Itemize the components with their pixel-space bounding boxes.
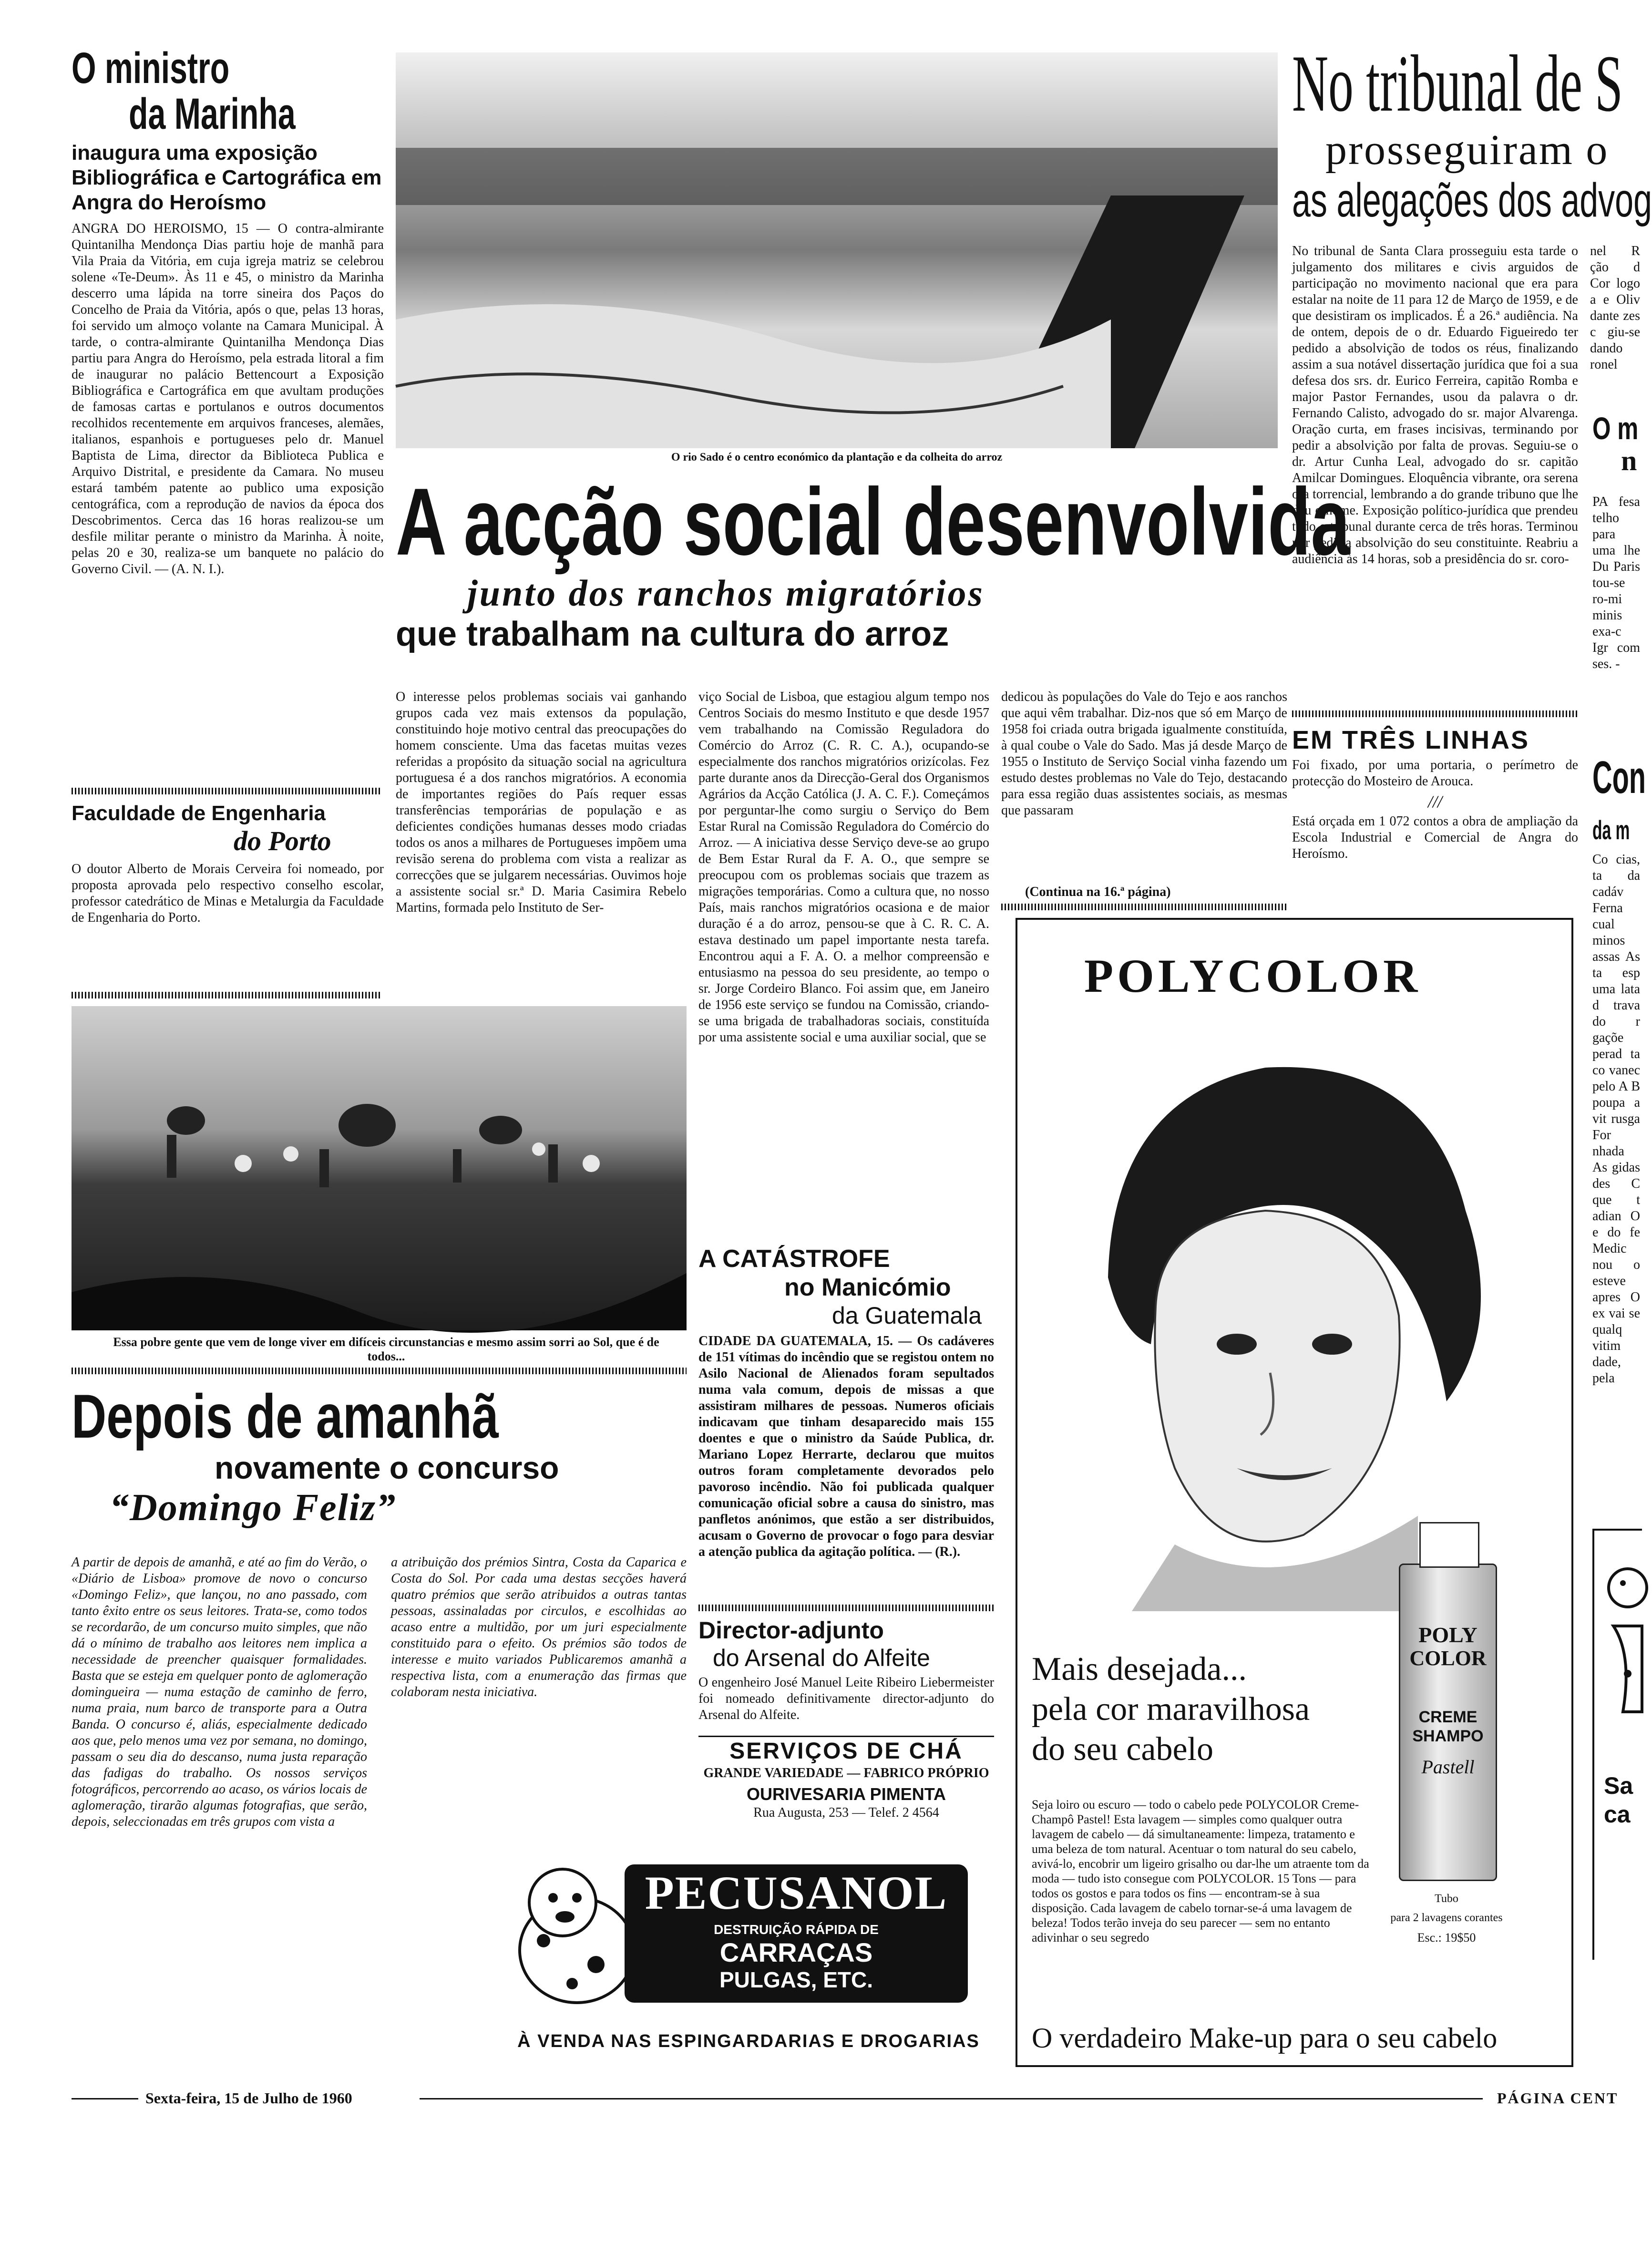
pecusanol-banner [625, 1864, 968, 2003]
polycolor-footer: O verdadeiro Make-up para o seu cabelo [1032, 2022, 1498, 2054]
dog-icon [501, 1850, 644, 2012]
tube-sub-3: Pastell [1421, 1756, 1475, 1778]
cha-ad-title: SERVIÇOS DE CHÁ [729, 1739, 963, 1764]
faculdade-title-1: Faculdade de Engenharia [72, 802, 326, 825]
right-cut-headline-3: da m [1592, 815, 1630, 845]
right-cut-headline-1: O m [1592, 411, 1639, 446]
polycolor-tagline-2: pela cor maravilhosa [1032, 1691, 1310, 1728]
cha-ad-line3: OURIVESARIA PIMENTA [746, 1784, 946, 1804]
right-cut-headline-2: Con [1592, 752, 1646, 803]
polycolor-tagline-3: do seu cabelo [1032, 1731, 1213, 1768]
rule-col1-c [72, 1368, 687, 1374]
right-cut-text-1: n [1621, 445, 1637, 476]
cha-ad-line4: Rua Augusta, 253 — Telef. 2 4564 [753, 1805, 939, 1820]
sado-river-photo [396, 52, 1278, 448]
director-title-1: Director-adjunto [698, 1617, 884, 1644]
rice-workers-photo [72, 1006, 687, 1330]
main-col-c: dedicou às populações do Vale do Tejo e aos ranchos que aqui vêm trabalhar. Diz-nos que só em Março de 1958 foi criada outra brigada igualmente constituída, à qual coube o Vale do Sado. Mas já desde Março de 1955 o Instituto de Serviço Social vinha fazendo um estudo destes problemas no Vale do Tejo, destacando para essa região duas assistentes sociais, as mesmas que passaram [1001, 689, 1287, 818]
pecusanol-tag-3: PULGAS, ETC. [719, 1967, 873, 1992]
ministro-subhead: inaugura uma exposição Bibliográfica e Cartográfica em Angra do Heroísmo [72, 141, 382, 214]
tribunal-col-b: nel R ção d Cor logo a e Oliv dante zes c giu-se dando ronel [1590, 244, 1640, 372]
cartoon-figure-icon [1594, 1531, 1642, 1769]
tube-label-2: para 2 lavagens corantes [1390, 1912, 1503, 1924]
tube-brand-2: COLOR [1409, 1646, 1487, 1670]
tube-cap [1419, 1522, 1479, 1568]
catastrofe-title-1: A CATÁSTROFE [698, 1245, 890, 1273]
polycolor-tagline-1: Mais desejada... [1032, 1651, 1247, 1687]
tribunal-headline: No tribunal de S [1292, 39, 1623, 128]
ministro-headline-1: O ministro [72, 44, 230, 93]
main-col-a: O interesse pelos problemas sociais vai ganhando grupos cada vez mais extensos da população, constituindo hoje motivo central das preocupações do homem consciente. Uma das facetas muitas vezes referidas a propósito da situação social na agricultura portuguesa é a dos ranchos migratórios. A economia de importantes regiões do País requer essas transferências temporárias de população e as deficientes condições humanas desses modo criadas todos os anos a milhares de Portugueses impõem uma revisão serena do problema com vista a realizar as correcções que se julgarem necessárias. Ouvimos hoje a assistente social sr.ª D. Maria Casimira Rebelo Martins, formada pelo Instituto de Ser- [396, 689, 687, 915]
footer-page: PÁGINA CENT [1497, 2089, 1619, 2107]
faculdade-article [72, 801, 384, 992]
director-article [698, 1616, 994, 1736]
polycolor-tube [1399, 1564, 1497, 1881]
tube-brand-1: POLY [1418, 1623, 1478, 1647]
pecusanol-ad [501, 1850, 996, 2060]
catastrofe-title-3: da Guatemala [832, 1302, 982, 1329]
rule-col1-a [72, 788, 381, 794]
faculdade-body: O doutor Alberto de Morais Cerveira foi nomeado, por proposta aprovada pelo respectivo conselho escolar, professor catedrático de Minas e Metalurgia da Faculdade de Engenharia do Porto. [72, 862, 384, 925]
right-cut-column [1592, 410, 1646, 2065]
pecusanol-tag-2: CARRAÇAS [719, 1937, 873, 1967]
faculdade-title-2: do Porto [234, 825, 331, 856]
domingo-subhead: novamente o concurso [215, 1450, 559, 1485]
right-cut-ad-text: Sa ca [1604, 1772, 1633, 1828]
catastrofe-article [698, 1245, 994, 1602]
ministro-headline-2: da Marinha [129, 90, 296, 138]
director-body: O engenheiro José Manuel Leite Ribeiro Liebermeister foi nomeado definitivamente director-adjunto do Arsenal do Alfeite. [698, 1675, 994, 1722]
rule-tribunal [1292, 710, 1578, 717]
tres-linhas-p1: Foi fixado, por uma portaria, o perímetro de protecção do Mosteiro de Arouca. [1292, 758, 1578, 789]
right-cut-body-1: PA fesa telho para uma lhe Du Paris tou-se ro-mi minis exa-c Igr com ses. - [1592, 494, 1640, 671]
polycolor-brand: POLYCOLOR [1084, 949, 1422, 1002]
pecusanol-tag-1: DESTRUIÇÃO RÁPIDA DE [714, 1922, 879, 1937]
rule-col1-b [72, 992, 381, 998]
main-headline: A acção social desenvolvida [396, 469, 1350, 575]
right-cut-body-2: Co cias, ta da cadáv Ferna cual minos assas As ta esp uma lata d trava do r gaçõe perad ta co vanec pelo A B poupa a vit rusga For nhada As gidas des C que t adian O e do fe Medic nou o esteve apres O ex vai se qualq vitim dade, pela [1592, 852, 1640, 1386]
tres-linhas [1292, 725, 1578, 906]
pecusanol-footer: À VENDA NAS ESPINGARDARIAS E DROGARIAS [517, 2031, 980, 2051]
footer-line-mid [420, 2098, 1483, 2099]
rice-workers-caption: Essa pobre gente que vem de longe viver em difíceis circunstancias e mesmo assim sorri ao Sol, que é de todos... [113, 1335, 659, 1363]
pecusanol-brand: PECUSANOL [645, 1866, 948, 1919]
tube-label-1: Tubo [1435, 1893, 1458, 1905]
main-headline-block [396, 469, 1350, 687]
domingo-headline: Depois de amanhã [72, 1381, 499, 1451]
tube-sub-2: SHAMPO [1412, 1727, 1484, 1745]
tres-linhas-title: EM TRÊS LINHAS [1292, 726, 1530, 754]
tribunal-subhead-1: prosseguiram o [1325, 126, 1609, 174]
tres-linhas-p2: Está orçada em 1 072 contos a obra de ampliação da Escola Industrial e Comercial de Angra do Heroísmo. [1292, 814, 1578, 861]
main-continua: (Continua na 16.ª página) [1025, 885, 1171, 899]
tube-sub-1: CREME [1418, 1708, 1478, 1726]
cha-ad [698, 1736, 994, 1832]
catastrofe-body: CIDADE DA GUATEMALA, 15. — Os cadáveres de 151 vítimas do incêndio que se registou ontem no Asilo Nacional de Alienados foram sepultados numa vala comum, depois de missas a que assistiram milhares de pessoas. Numeros oficiais indicavam que tinham desaparecido mais 155 doentes e que o ministro da Saúde Publica, dr. Mariano Lopez Herrarte, declarou que muitos outros foram completamente devorados pelo pavoroso incêndio. Não foi publicada qualquer comunicação oficial sobre a causa do sinistro, mas panfletos anónimos, que estão a ser distribuidos, acusam o Governo de provocar o fogo para desviar a atenção publica da agitação política. — (R.). [698, 1334, 994, 1559]
tres-linhas-sep: /// [1427, 792, 1442, 811]
domingo-col-b: a atribuição dos prémios Sintra, Costa da Caparica e Costa do Sol. Por cada uma destas secções haverá quatro prémios que serão atribuidos a outras tantas pessoas, assinaladas por circulos, e escolhidas ao acaso entre a multidão, por um juri especialmente constituido para o efeito. Os prémios são todos de interesse e muito variados Publicaremos amanhã a respectiva lista, com a enumeração das firmas que colaboram nesta iniciativa. [391, 1555, 687, 1699]
catastrofe-title-2: no Manicómio [784, 1274, 951, 1301]
main-col-b: viço Social de Lisboa, que estagiou algum tempo nos Centros Sociais do mesmo Instituto e que desde 1957 vem trabalhando na Comissão Reguladora do Comércio do Arroz (C. R. C. A.), ocupando-se especialmente dos ranchos migratórios orizícolas. Fez parte durante anos da Direcção-Geral dos Organismos Agrários da Acção Católica (J. A. C. F.). Começámos por perguntar-lhe como surgiu o Serviço do Bem Estar Rural na Comissão Reguladora do Comércio do Arroz. — A iniciativa desse Serviço deve-se ao grupo de Bem Estar Rural da F. A. O., que sempre se preocupou com os problemas sociais que trazem as migrações temporárias. Como a cultura que, no nosso País, mais ranchos migratórios ocasiona e de maior duração é a do arroz, pensou-se que à C. R. C. A. estava destinado um papel importante nesta tarefa. Encontrou aqui a F. A. O. a melhor compreensão e entusiasmo na pessoa do seu presidente, ao tempo o sr. Jorge Cordeiro Blanco. Foi assim que, em Janeiro de 1956 este serviço se fundou na Comissão, criando-se uma brigada de trabalhadoras sociais, constituída por uma assistente social e uma auxiliar social, que se [698, 689, 989, 1045]
right-cut-ad [1592, 1529, 1642, 1960]
rule-main-c [1001, 904, 1287, 910]
polycolor-body: Seja loiro ou escuro — todo o cabelo pede POLYCOLOR Creme-Champô Pastel! Esta lavagem — simples como qualquer outra lavagem de cabelo — dá simultaneamente: limpeza, tratamento e uma beleza de tom natural. Acentuar o tom natural do seu cabelo, avivá-lo, encobrir um ligeiro grisalho ou dar-lhe um atraente tom da moda — tudo isto consegue com POLYCOLOR. 15 Tons — para todos os gostos e para todos os fins — encontram-se à sua disposição. Cada lavagem de cabelo tornar-se-á uma lavagem de beleza! Todos terão inveja do seu parecer — sem no entanto adivinhar o seu segredo [1032, 1798, 1369, 1945]
domingo-col-a: A partir de depois de amanhã, e até ao fim do Verão, o «Diário de Lisboa» promove de novo o concurso «Domingo Feliz», que lançou, no ano passado, com tanto êxito entre os seus leitores. Trata-se, como todos se recordarão, de um concurso muito simples, que não dá o mínimo de trabalho aos leitores nem implica a necessidade de preencher quaisquer formalidades. Basta que se esteja em quelquer ponto de aglomeração domingueira — numa estação de caminho de ferro, numa praia, num barco de transporte para a Outra Banda. O concurso é, aliás, especialmente dedicado aos que, pelo menos uma vez por semana, no domingo, passam o seu dia do descanso, numa justa reparação das fadigas do trabalho. Os nossos serviços fotográficos, percorrendo ao acaso, os vários locais de aglomeração, tirarão algumas fotografias, que serão, depois, seleccionadas em três grupos com vista a [72, 1555, 367, 1829]
footer-line-left [72, 2098, 138, 2099]
ministro-article [72, 45, 384, 870]
ministro-body: ANGRA DO HEROISMO, 15 — O contra-almirante Quintanilha Mendonça Dias partiu hoje de manhã para Vila Praia da Vitória, em cuja igreja matriz se celebrou solene «Te-Deum». Às 11 e 45, o ministro da Marinha descerro uma lápida na torre sineira dos Paços do Concelho de Praia da Vitória, após o que, pelas 13 horas, foi servido um almoço volante na Camara Municipal. À tarde, o contra-almirante Quintanilha Mendonça Dias partiu para Angra do Heroísmo, pela estrada litoral a fim de inaugurar no palácio Bettencourt a Exposição Bibliográfica e Cartográfica em que avultam produções de famosas cartas e portulanos e outros documentos recolhidos recentemente em arquivos franceses, alemães, italianos, espanhois e portugueses pelo dr. Manuel Baptista de Lima, director da Biblioteca Publica e Arquivo Distrital, e presidente da Camara. No museu estará também patente ao publico uma exposição centográfica, com a reprodução de navios da época dos Descobrimentos. Cerca das 16 horas realizou-se um desfile militar perante o ministro da Marinha. À noite, pelas 20 e 30, realiza-se um banquete no palácio do Governo Civil. — (A. N. I.). [72, 221, 384, 576]
rule-catastrofe [698, 1605, 994, 1611]
footer-date: Sexta-feira, 15 de Julho de 1960 [145, 2089, 352, 2107]
domingo-title: “Domingo Feliz” [110, 1487, 397, 1529]
cha-ad-line2: GRANDE VARIEDADE — FABRICO PRÓPRIO [703, 1766, 989, 1780]
tribunal-subhead-2: as alegações dos advog [1292, 174, 1652, 227]
main-subhead-2: que trabalham na cultura do arroz [396, 615, 949, 653]
tribunal-col-a: No tribunal de Santa Clara prosseguiu esta tarde o julgamento dos militares e civis arguidos de participação no movimento nacional que era para estalar na noite de 11 para 12 de Março de 1959, e de que desistiram os implicados. É a 26.ª audiência. Na de ontem, depois de o dr. Eduardo Figueiredo ter pedido a absolvição de todos os réus, finalizando assim a sua notável dissertação jurídica que foi a sua defesa dos srs. dr. Eurico Ferreira, capitão Romba e major Pastor Fernandes, usou da palavra o dr. Fernando Calisto, advogado do sr. major Alvarenga. Oração curta, em frases incisivas, terminando por pedir a absolvição por falta de provas. Seguiu-se o dr. Artur Cunha Leal, advogado do sr. capitão Amilcar Domingues. Eloquência vibrante, ora serena ora torrencial, lembrando a do grande tribuno que lhe deu o nome. Exposição político-jurídica que prendeu todo o tribunal durante cerca de três horas. Terminou por pedir a absolvição do seu constituinte. Reabriu a audiência às 14 horas, sob a presidência do sr. coro- [1292, 244, 1578, 566]
sado-river-caption: O rio Sado é o centro económico da plantação e da colheita do arroz [671, 451, 1003, 463]
director-title-2: do Arsenal do Alfeite [713, 1645, 930, 1671]
main-subhead-1: junto dos ranchos migratórios [467, 572, 985, 614]
polycolor-ad [1016, 918, 1573, 2067]
tube-price: Esc.: 19$50 [1417, 1931, 1476, 1945]
